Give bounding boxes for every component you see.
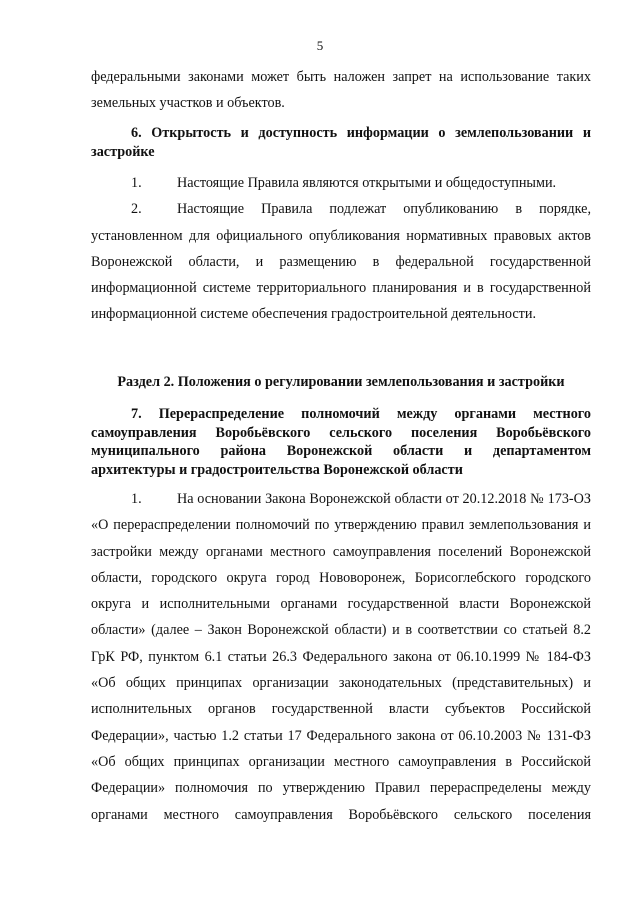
- section-6-item-2-number: 2.: [131, 201, 142, 218]
- section-6-items: [91, 170, 591, 328]
- part-2-title: Раздел 2. Положения о регулировании землепользования и застройки: [117, 374, 565, 390]
- page-number: 5: [316, 38, 324, 53]
- section-7-item-1-text: На основании Закона Воронежской области от 20.12.2018 № 173-ОЗ «О перераспределении полномочий по утверждению правил землепользования и застройки между органами местного самоуправления поселений Воронежской области, городского округа город Нововоронеж, Борисоглебского городского округа и исполнительными органами государственной власти Воронежской области» (далее – Закон Воронежской области) и в соответствии со статьей 8.2 ГрК РФ, пунктом 6.1 статьи 26.3 Федерального закона от 06.10.1999 № 184-ФЗ «Об общих принципах организации законодательных (представительных) и исполнительных органов государственной власти субъектов Российской Федерации», частью 1.2 статьи 17 Федерального закона от 06.10.2003 № 131-ФЗ «Об общих принципах организации местного самоуправления в Российской Федерации» полномочия по утверждению Правил перераспределены между органами местного самоуправления Воробьёвского сельского поселения: [91, 491, 591, 823]
- intro-paragraph: федеральными законами может быть наложен запрет на использование таких земельных участков и объектов.: [91, 69, 591, 112]
- section-6-item-1-text: Настоящие Правила являются открытыми и общедоступными.: [177, 175, 557, 191]
- section-6-heading-block: [91, 124, 591, 161]
- section-6-heading: 6. Открытость и доступность информации о землепользовании и застройке: [91, 125, 591, 160]
- section-7-item-1-number: 1.: [131, 491, 142, 507]
- section-6-item-1-number: 1.: [131, 175, 142, 191]
- intro-paragraph-block: [91, 64, 591, 117]
- section-6-item-2-text: Настоящие Правила подлежат опубликованию в порядке, установленном для официального опубликования нормативных правовых актов Воронежской области, и размещению в федеральной государственной информационной системе территориального планирования и в государственной информационной системе обеспечения градостроительной деятельности.: [91, 201, 591, 323]
- section-7-heading-block: [91, 405, 591, 479]
- section-7-heading: 7. Перераспределение полномочий между органами местного самоуправления Воробьёвского сельского поселения Воробьёвского муниципального района Воронежской области и департаментом архитектуры и градостроительства Воронежской области: [91, 406, 591, 478]
- section-7-item-1: [91, 486, 591, 828]
- section-6-item-1: [91, 170, 591, 196]
- section-7-items: [91, 486, 591, 828]
- part-2-title-block: [91, 369, 591, 395]
- section-6-item-2: [91, 196, 591, 327]
